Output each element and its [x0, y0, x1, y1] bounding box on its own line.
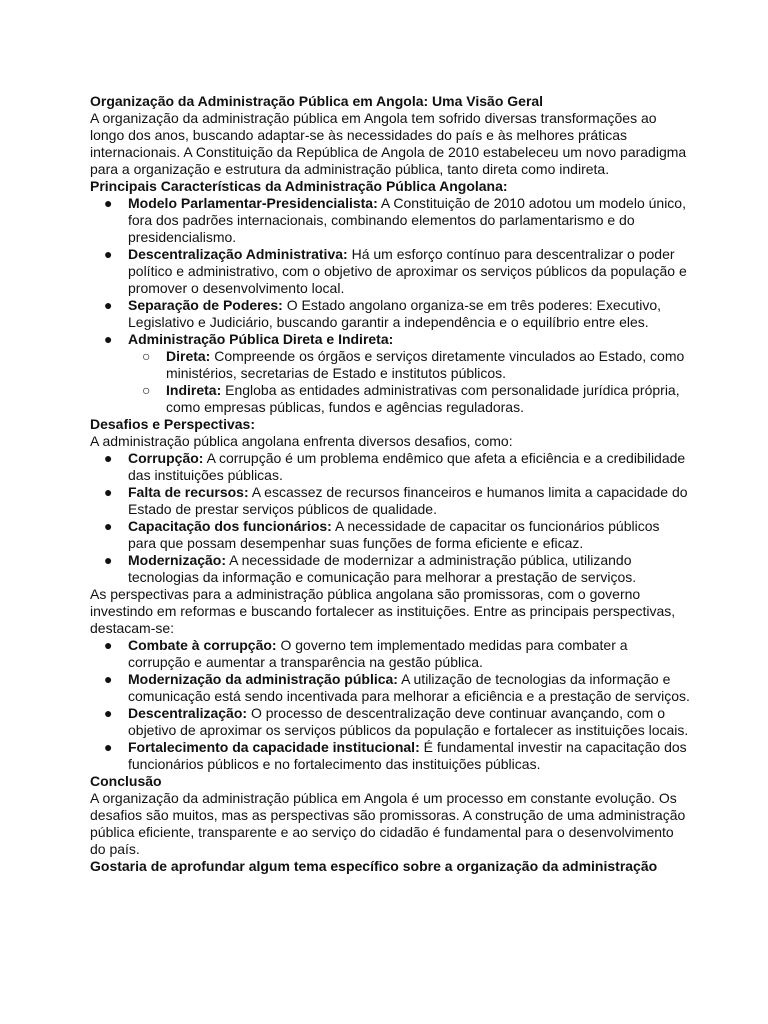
section-heading-caracteristicas: Principais Características da Administração Pública Angolana:	[90, 178, 508, 194]
item-term: Modernização:	[128, 552, 227, 568]
closing-question: Gostaria de aprofundar algum tema específico sobre a organização da administração	[90, 858, 658, 874]
item-term: Separação de Poderes:	[128, 297, 283, 313]
bullet-icon: ●	[104, 671, 113, 687]
intro-paragraph: A organização da administração pública em Angola tem sofrido diversas transformações ao longo dos anos, buscando adaptar-se às necessidades do país e às melhores práticas internacionais. A Constituição da República de Angola de 2010 estabeleceu um novo paradigma para a organização e estrutura da administração pública, tanto direta como indireta.	[90, 110, 687, 177]
list-item	[90, 637, 690, 671]
item-text: O processo de descentralização deve continuar avançando, com o objetivo de aproximar os serviços públicos da população e fortalecer as instituições locais.	[128, 705, 689, 738]
item-text: O governo tem implementado medidas para combater a corrupção e aumentar a transparência na gestão pública.	[128, 637, 628, 670]
caracteristicas-list	[90, 195, 690, 416]
list-item	[90, 552, 690, 586]
item-term: Capacitação dos funcionários:	[128, 518, 332, 534]
item-text: A necessidade de modernizar a administração pública, utilizando tecnologias da informação e comunicação para melhorar a prestação de serviços.	[128, 552, 637, 585]
list-item	[90, 705, 690, 739]
bullet-icon: ●	[104, 450, 113, 466]
desafios-intro: A administração pública angolana enfrenta diversos desafios, como:	[90, 433, 513, 449]
item-term: Direta:	[166, 348, 211, 364]
item-term: Corrupção:	[128, 450, 204, 466]
item-term: Combate à corrupção:	[128, 637, 277, 653]
section-heading-desafios: Desafios e Perspectivas:	[90, 416, 255, 432]
document-title: Organização da Administração Pública em Angola: Uma Visão Geral	[90, 93, 544, 109]
item-text: A Constituição de 2010 adotou um modelo único, fora dos padrões internacionais, combinando elementos do parlamentarismo e do presidencialismo.	[128, 195, 686, 245]
item-text: Compreende os órgãos e serviços diretamente vinculados ao Estado, como ministérios, secretarias de Estado e institutos públicos.	[166, 348, 685, 381]
list-item	[90, 450, 690, 484]
item-text: Há um esforço contínuo para descentralizar o poder político e administrativo, com o objetivo de aproximar os serviços públicos da população e promover o desenvolvimento local.	[128, 246, 687, 296]
item-text: A corrupção é um problema endêmico que afeta a eficiência e a credibilidade das instituições públicas.	[128, 450, 686, 483]
sub-list-item	[128, 382, 690, 416]
section-heading-conclusao: Conclusão	[90, 773, 162, 789]
bullet-icon: ●	[104, 484, 113, 500]
bullet-icon: ●	[104, 297, 113, 313]
sub-list	[128, 348, 690, 416]
item-text: A escassez de recursos financeiros e humanos limita a capacidade do Estado de prestar serviços públicos de qualidade.	[128, 484, 688, 517]
bullet-icon: ●	[104, 552, 113, 568]
item-term: Modernização da administração pública:	[128, 671, 398, 687]
item-term: Descentralização Administrativa:	[128, 246, 348, 262]
list-item	[90, 518, 690, 552]
perspectivas-intro: As perspectivas para a administração pública angolana são promissoras, com o governo investindo em reformas e buscando fortalecer as instituições. Entre as principais perspectivas, destacam-se:	[90, 586, 676, 636]
item-text: A utilização de tecnologias da informação e comunicação está sendo incentivada para melhorar a eficiência e a prestação de serviços.	[128, 671, 690, 704]
bullet-icon: ●	[104, 195, 113, 211]
list-item	[90, 246, 690, 297]
list-item	[90, 195, 690, 246]
conclusao-paragraph: A organização da administração pública em Angola é um processo em constante evolução. Os desafios são muitos, mas as perspectivas são promissoras. A construção de uma administração pública eficiente, transparente e ao serviço do cidadão é fundamental para o desenvolvimento do país.	[90, 790, 686, 857]
item-term: Administração Pública Direta e Indireta:	[128, 331, 394, 347]
bullet-icon: ●	[104, 331, 113, 347]
circle-bullet-icon: ○	[142, 348, 151, 364]
list-item	[90, 331, 690, 416]
list-item	[90, 671, 690, 705]
sub-list-item	[128, 348, 690, 382]
bullet-icon: ●	[104, 246, 113, 262]
item-term: Fortalecimento da capacidade institucional:	[128, 739, 420, 755]
document-page	[90, 93, 690, 875]
item-text: É fundamental investir na capacitação dos funcionários públicos e no fortalecimento das instituições públicas.	[128, 739, 687, 772]
desafios-list	[90, 450, 690, 586]
item-text: Engloba as entidades administrativas com personalidade jurídica própria, como empresas públicas, fundos e agências reguladoras.	[166, 382, 680, 415]
list-item	[90, 297, 690, 331]
item-term: Indireta:	[166, 382, 222, 398]
item-term: Modelo Parlamentar-Presidencialista:	[128, 195, 378, 211]
list-item	[90, 739, 690, 773]
item-text: O Estado angolano organiza-se em três poderes: Executivo, Legislativo e Judiciário, buscando garantir a independência e o equilíbrio entre eles.	[128, 297, 662, 330]
item-term: Falta de recursos:	[128, 484, 249, 500]
list-item	[90, 484, 690, 518]
item-term: Descentralização:	[128, 705, 248, 721]
bullet-icon: ●	[104, 705, 113, 721]
bullet-icon: ●	[104, 637, 113, 653]
circle-bullet-icon: ○	[142, 382, 151, 398]
perspectivas-list	[90, 637, 690, 773]
bullet-icon: ●	[104, 739, 113, 755]
item-text: A necessidade de capacitar os funcionários públicos para que possam desempenhar suas funções de forma eficiente e eficaz.	[128, 518, 660, 551]
bullet-icon: ●	[104, 518, 113, 534]
